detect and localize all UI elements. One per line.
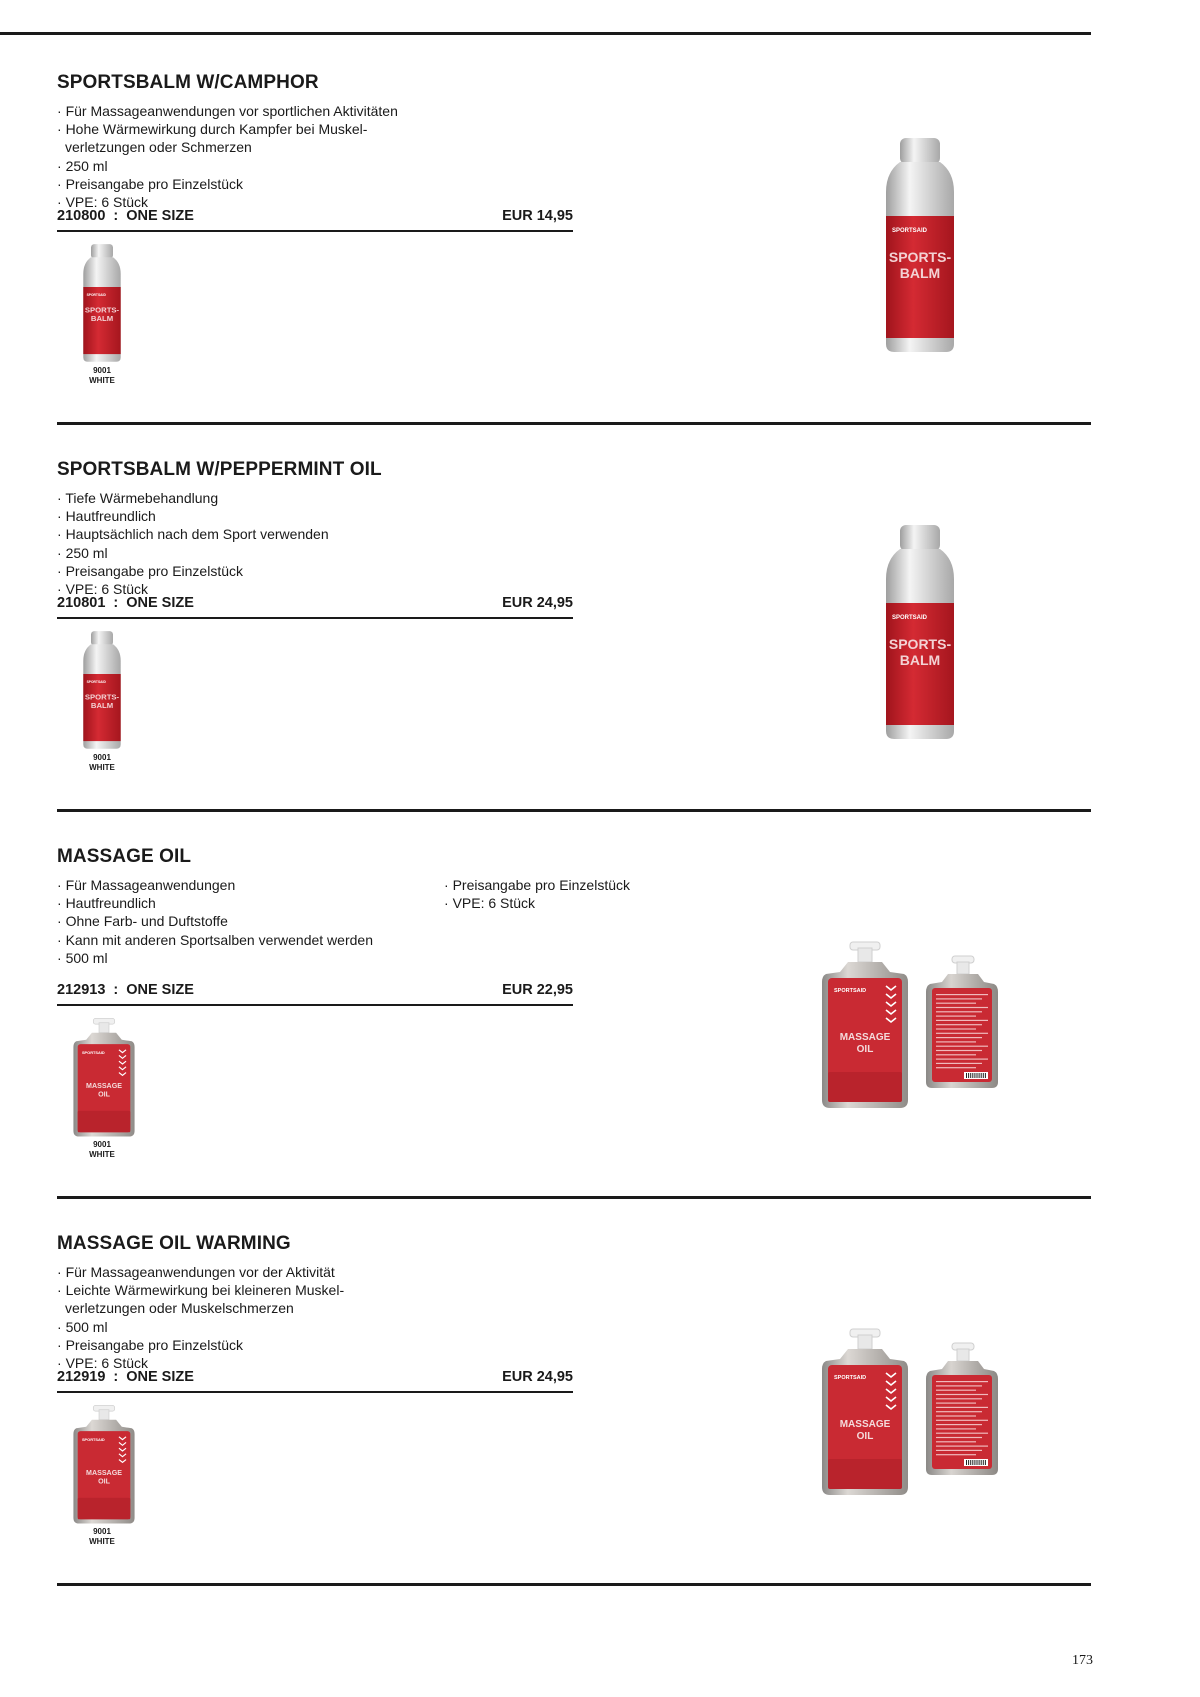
bottle-cap	[900, 138, 940, 164]
product-image	[820, 1327, 1000, 1502]
feature-text: Tiefe Wärmebehandlung	[65, 490, 219, 506]
feature-item	[57, 876, 373, 894]
label-line2: OIL	[856, 1431, 874, 1442]
feature-item	[57, 1281, 344, 1317]
feature-list	[57, 489, 329, 598]
feature-text: Hauptsächlich nach dem Sport verwenden	[65, 526, 329, 543]
feature-text-continued: verletzungen oder Schmerzen	[65, 139, 252, 156]
article-row	[57, 595, 573, 611]
price: EUR 24,95	[502, 1369, 573, 1385]
feature-list	[57, 1263, 344, 1372]
top-rule	[0, 32, 1091, 35]
bottle-cap	[91, 631, 113, 645]
product-title: MASSAGE OIL	[57, 846, 192, 867]
color-swatch[interactable]	[72, 630, 132, 773]
sportsbalm-bottle-image	[80, 243, 124, 364]
size-label: ONE SIZE	[126, 208, 194, 224]
feature-list	[57, 876, 373, 967]
price: EUR 14,95	[502, 208, 573, 224]
feature-text: Leichte Wärmewirkung bei kleineren Muskel-	[65, 1282, 345, 1299]
product-title: SPORTSBALM W/CAMPHOR	[57, 72, 319, 93]
feature-item	[57, 489, 329, 507]
article-separator: :	[113, 208, 119, 224]
label-line1: MASSAGE	[839, 1032, 891, 1043]
massage-oil-bottles-image	[72, 1017, 136, 1138]
label-line1: SPORTS-	[84, 305, 120, 315]
sportsbalm-bottle-image	[880, 136, 960, 356]
feature-item	[57, 949, 373, 967]
size-label: ONE SIZE	[126, 1369, 194, 1385]
price: EUR 24,95	[502, 595, 573, 611]
label-brand: SPORTSAID	[892, 228, 928, 234]
variant-code: 9001	[93, 753, 111, 762]
label-line1: MASSAGE	[86, 1082, 122, 1091]
label-brand: SPORTSAID	[86, 292, 106, 297]
label-line1: SPORTS-	[888, 636, 952, 652]
bottle-cap	[900, 525, 940, 551]
barcode	[964, 1459, 988, 1466]
label-line2: BALM	[899, 652, 941, 668]
price: EUR 22,95	[502, 982, 573, 998]
article-rule	[57, 617, 573, 619]
feature-text: Für Massageanwendungen	[65, 877, 236, 893]
feature-text: VPE: 6 Stück	[65, 194, 149, 211]
color-swatch[interactable]	[72, 1404, 132, 1547]
feature-text: Für Massageanwendungen vor sportlichen Aktivitäten	[65, 103, 398, 119]
variant-color: WHITE	[89, 763, 115, 772]
massage-oil-bottles-image	[72, 1404, 136, 1525]
feature-item	[57, 175, 398, 193]
feature-text: 250 ml	[65, 544, 108, 561]
size-label: ONE SIZE	[126, 982, 194, 998]
feature-item	[57, 102, 398, 120]
product-image	[820, 940, 1000, 1115]
feature-text: Kann mit anderen Sportsalben verwendet werden	[65, 931, 373, 948]
color-swatch[interactable]	[72, 1017, 132, 1160]
feature-item	[57, 507, 329, 525]
article-row	[57, 1369, 573, 1385]
label-brand: SPORTSAID	[86, 679, 106, 684]
label-line1: SPORTS-	[888, 249, 952, 265]
label-brand: SPORTSAID	[834, 988, 867, 994]
variant-code: 9001	[93, 1527, 111, 1536]
article-rule	[57, 1004, 573, 1006]
section-divider	[57, 1583, 1091, 1586]
feature-item	[57, 1318, 344, 1336]
label-brand: SPORTSAID	[892, 615, 928, 621]
feature-item	[57, 120, 398, 156]
variant-color: WHITE	[89, 1150, 115, 1159]
feature-item	[57, 544, 329, 562]
color-swatch[interactable]	[72, 243, 132, 386]
sportsbalm-bottle-image	[80, 630, 124, 751]
variant-code: 9001	[93, 1140, 111, 1149]
article-separator: :	[113, 982, 119, 998]
article-rule	[57, 230, 573, 232]
label-line1: SPORTS-	[84, 692, 120, 702]
article-number: 210800	[57, 208, 106, 224]
article-separator: :	[113, 1369, 119, 1385]
feature-text: VPE: 6 Stück	[65, 1355, 149, 1372]
feature-list	[57, 102, 398, 211]
feature-text-continued: verletzungen oder Muskelschmerzen	[65, 1300, 294, 1317]
product-section	[0, 812, 1200, 1199]
feature-list-secondary	[444, 876, 630, 912]
feature-item	[57, 1263, 344, 1281]
feature-text: Hautfreundlich	[65, 508, 156, 525]
massage-oil-bottles-image	[820, 1327, 1000, 1497]
label-line2: OIL	[98, 1477, 110, 1486]
feature-text: VPE: 6 Stück	[65, 581, 149, 598]
feature-item	[57, 894, 373, 912]
feature-item	[57, 525, 329, 543]
feature-item	[57, 1336, 344, 1354]
barcode	[964, 1072, 988, 1079]
product-section	[0, 425, 1200, 812]
feature-text: Hautfreundlich	[65, 895, 156, 912]
variant-color: WHITE	[89, 376, 115, 385]
product-section	[0, 1199, 1200, 1586]
feature-text: Ohne Farb- und Duftstoffe	[65, 913, 228, 930]
article-row	[57, 208, 573, 224]
product-image	[880, 136, 960, 361]
feature-text: Für Massageanwendungen vor der Aktivität	[65, 1264, 335, 1280]
article-number: 210801	[57, 595, 106, 611]
feature-text: Preisangabe pro Einzelstück	[65, 562, 243, 579]
product-section	[0, 38, 1200, 425]
article-number: 212913	[57, 982, 106, 998]
feature-text: Preisangabe pro Einzelstück	[65, 1336, 243, 1353]
feature-text: 250 ml	[65, 157, 108, 174]
sportsbalm-bottle-image	[880, 523, 960, 743]
article-number: 212919	[57, 1369, 106, 1385]
feature-item	[57, 562, 329, 580]
size-label: ONE SIZE	[126, 595, 194, 611]
label-line2: BALM	[90, 701, 114, 711]
label-line2: OIL	[856, 1044, 874, 1055]
article-rule	[57, 1391, 573, 1393]
feature-text: Hohe Wärmewirkung durch Kampfer bei Muskel-	[65, 121, 368, 138]
feature-text: 500 ml	[65, 1318, 108, 1335]
label-line1: MASSAGE	[839, 1419, 891, 1430]
feature-item: · Preisangabe pro Einzelstück	[444, 876, 630, 894]
bottle-cap	[91, 244, 113, 258]
product-title: SPORTSBALM W/PEPPERMINT OIL	[57, 459, 382, 480]
variant-color: WHITE	[89, 1537, 115, 1546]
feature-item	[57, 157, 398, 175]
feature-text: 500 ml	[65, 949, 108, 966]
page-number: 173	[1072, 1653, 1093, 1668]
article-separator: :	[113, 595, 119, 611]
label-line2: BALM	[90, 314, 114, 324]
feature-text: Preisangabe pro Einzelstück	[65, 175, 243, 192]
label-line1: MASSAGE	[86, 1469, 122, 1478]
feature-item	[57, 912, 373, 930]
massage-oil-bottles-image	[820, 940, 1000, 1110]
label-brand: SPORTSAID	[834, 1375, 867, 1381]
label-brand: SPORTSAID	[81, 1437, 105, 1443]
label-line2: OIL	[98, 1090, 110, 1099]
article-row	[57, 982, 573, 998]
label-line2: BALM	[899, 265, 941, 281]
label-brand: SPORTSAID	[81, 1050, 105, 1056]
feature-item: · VPE: 6 Stück	[444, 894, 630, 912]
product-title: MASSAGE OIL WARMING	[57, 1233, 291, 1254]
variant-code: 9001	[93, 366, 111, 375]
feature-item	[57, 931, 373, 949]
product-image	[880, 523, 960, 748]
